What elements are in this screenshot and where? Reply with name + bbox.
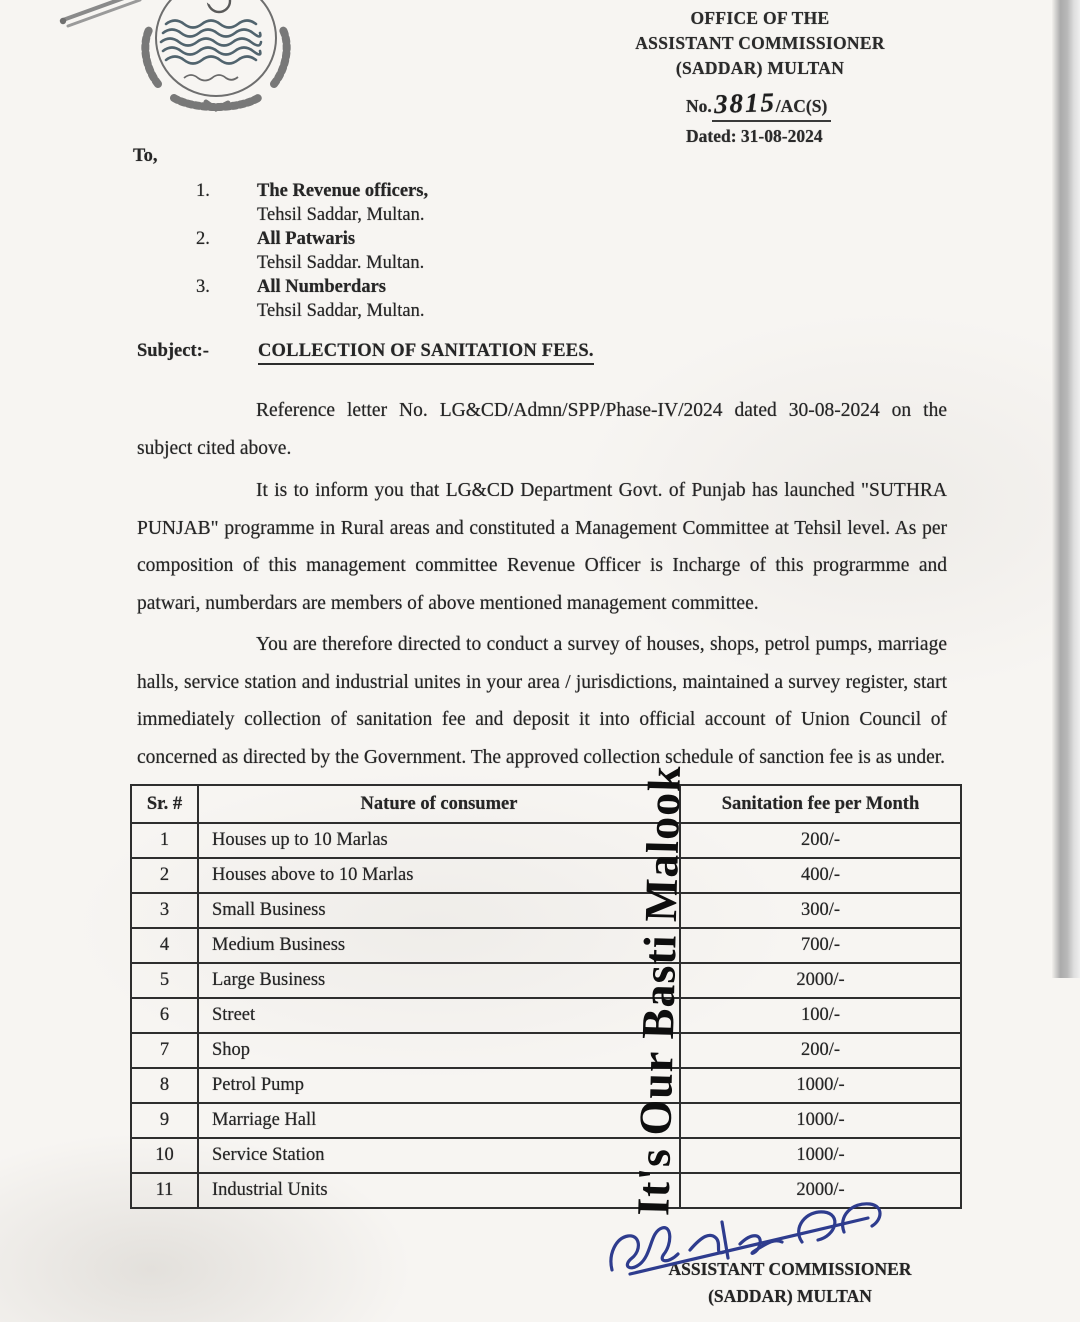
cell-nature: Houses up to 10 Marlas <box>198 823 680 858</box>
header-sr: Sr. # <box>131 785 198 823</box>
table-row <box>131 963 961 998</box>
office-line-2: ASSISTANT COMMISSIONER <box>635 33 885 53</box>
signature-scribble <box>606 1192 916 1282</box>
fee-table-body <box>131 823 961 1208</box>
fee-schedule-table <box>130 784 960 1209</box>
cell-nature: Shop <box>198 1033 680 1068</box>
cell-sr: 5 <box>131 963 198 998</box>
watermark-overlay: It's Our Basti Malook <box>627 764 691 1217</box>
cell-nature: Medium Business <box>198 928 680 963</box>
cell-sr: 1 <box>131 823 198 858</box>
punjab-emblem-logo <box>136 0 296 126</box>
cell-fee: 2000/- <box>680 1173 961 1208</box>
signatory-line-1: ASSISTANT COMMISSIONER <box>668 1259 912 1279</box>
table-row <box>131 1103 961 1138</box>
cell-nature: Street <box>198 998 680 1033</box>
addressee-sub: Tehsil Saddar. Multan. <box>257 252 425 273</box>
addressee-name: The Revenue officers, <box>257 181 429 201</box>
cell-sr: 10 <box>131 1138 198 1173</box>
cell-sr: 2 <box>131 858 198 893</box>
addressee-name: All Numberdars <box>257 277 386 297</box>
addressee-number: 2. <box>196 229 210 249</box>
cell-nature: Small Business <box>198 893 680 928</box>
refno-suffix: /AC(S) <box>775 96 828 116</box>
subject-row <box>137 341 957 365</box>
addressee-sub: Tehsil Saddar, Multan. <box>257 300 425 321</box>
cell-sr: 9 <box>131 1103 198 1138</box>
reference-number <box>686 88 831 122</box>
cell-fee: 100/- <box>680 998 961 1033</box>
cell-sr: 6 <box>131 998 198 1033</box>
cell-sr: 7 <box>131 1033 198 1068</box>
cell-nature: Large Business <box>198 963 680 998</box>
office-line-3: (SADDAR) MULTAN <box>675 58 845 78</box>
office-line-1: OFFICE OF THE <box>690 8 830 28</box>
table-row <box>131 1138 961 1173</box>
addressee-item <box>196 180 616 227</box>
body-paragraph-2: You are therefore directed to conduct a survey of houses, shops, petrol pumps, marriage halls, service station and industrial unites in your area / jurisdictions, maintained a survey register, start immediately collection of sanitation fee and deposit it into official account of Union Council of concerned as directed by the Government. The approved collection schedule of sanction fee is as under. <box>137 634 947 768</box>
table-row <box>131 928 961 963</box>
dated-line: Dated: 31-08-2024 <box>686 126 823 146</box>
header-fee: Sanitation fee per Month <box>680 785 961 823</box>
office-title <box>598 6 922 81</box>
cell-nature: Industrial Units <box>198 1173 680 1208</box>
cell-fee: 700/- <box>680 928 961 963</box>
table-header-row <box>131 785 961 823</box>
cell-nature: Service Station <box>198 1138 680 1173</box>
addressee-number: 1. <box>196 181 210 201</box>
refno-prefix: No. <box>686 96 712 116</box>
cell-fee: 1000/- <box>680 1138 961 1173</box>
addressee-number: 3. <box>196 277 210 297</box>
table-row <box>131 858 961 893</box>
addressee-sub: Tehsil Saddar, Multan. <box>257 204 425 225</box>
addressee-name: All Patwaris <box>257 229 356 249</box>
subject-label: Subject:- <box>137 341 209 361</box>
table-row <box>131 1068 961 1103</box>
cell-nature: Petrol Pump <box>198 1068 680 1103</box>
table-row <box>131 998 961 1033</box>
cell-fee: 200/- <box>680 1033 961 1068</box>
cell-sr: 11 <box>131 1173 198 1208</box>
cell-sr: 4 <box>131 928 198 963</box>
subject-text: COLLECTION OF SANITATION FEES. <box>258 341 594 365</box>
cell-fee: 200/- <box>680 823 961 858</box>
cell-nature: Marriage Hall <box>198 1103 680 1138</box>
body-paragraph-1: It is to inform you that LG&CD Department Govt. of Punjab has launched "SUTHRA PUNJAB" programme in Rural areas and constituted a Management Committee at Tehsil level. As per composition of this management committee Revenue Officer is Incharge of this prograrmme and patwari, numberdars are members of above mentioned management committee. <box>137 480 947 614</box>
cell-fee: 2000/- <box>680 963 961 998</box>
addressee-list <box>196 180 616 324</box>
addressee-item <box>196 276 616 323</box>
cell-fee: 300/- <box>680 893 961 928</box>
photo-edge-strip <box>1052 0 1080 978</box>
header-nature: Nature of consumer <box>198 785 680 823</box>
cell-fee: 1000/- <box>680 1068 961 1103</box>
cell-nature: Houses above to 10 Marlas <box>198 858 680 893</box>
reference-paragraph: Reference letter No. LG&CD/Admn/SPP/Phase-IV/2024 dated 30-08-2024 on the subject cited above. <box>137 400 947 459</box>
table-row <box>131 893 961 928</box>
salutation: To, <box>133 146 158 166</box>
refno-handwritten: 3815 <box>713 86 777 120</box>
addressee-item <box>196 228 616 275</box>
cell-sr: 3 <box>131 893 198 928</box>
cell-sr: 8 <box>131 1068 198 1103</box>
table-row <box>131 823 961 858</box>
cell-fee: 1000/- <box>680 1103 961 1138</box>
signatory-line-2: (SADDAR) MULTAN <box>708 1286 872 1306</box>
table-row <box>131 1033 961 1068</box>
cell-fee: 400/- <box>680 858 961 893</box>
